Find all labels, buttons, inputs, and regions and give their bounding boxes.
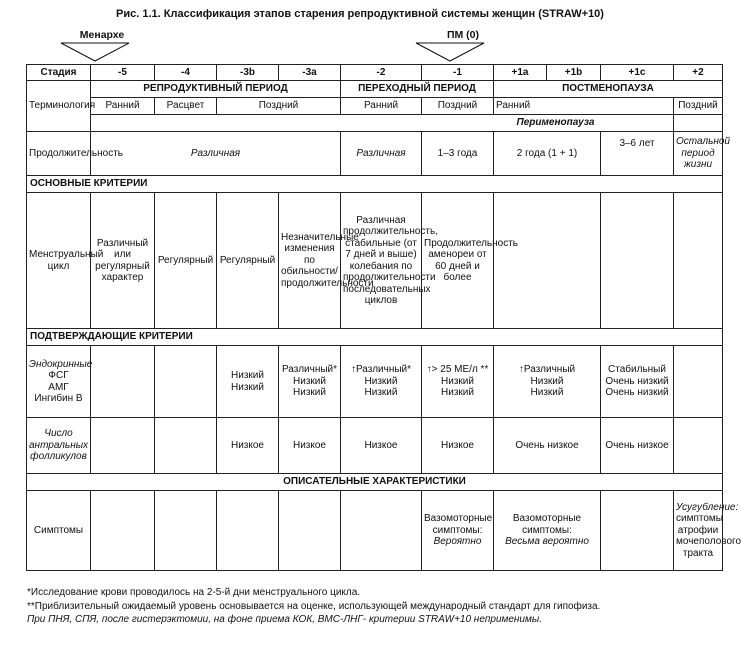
menarche-label: Менархе	[79, 29, 125, 41]
duration-late-transition: 1–3 года	[422, 132, 494, 176]
symptoms-1: Вазомоторные симптомы: Вероятно	[422, 491, 494, 571]
stage-cell: -1	[422, 65, 494, 81]
menstrual-3a: Незначительные изменения по обильности/ продолжительности	[279, 193, 341, 329]
section-main-criteria: ОСНОВНЫЕ КРИТЕРИИ	[27, 176, 723, 193]
phase-late: Поздний	[217, 98, 341, 115]
follicles-label: Число антральных фолликулов	[27, 418, 91, 474]
phase-early: Ранний	[494, 98, 547, 115]
duration-1c: 3–6 лет	[601, 132, 674, 176]
stage-cell: -2	[341, 65, 422, 81]
duration-early-postmenopause: 2 года (1 + 1)	[494, 132, 601, 176]
endocrine-1: ↑> 25 МЕ/л ** Низкий Низкий	[422, 346, 494, 418]
fmp-arrow-icon	[415, 42, 485, 62]
phase-late: Поздний	[422, 98, 494, 115]
endocrine-3b: Низкий Низкий	[217, 346, 279, 418]
menstrual-5: Различный или регулярный характер	[91, 193, 155, 329]
stage-cell: +1c	[601, 65, 674, 81]
stage-cell: -3b	[217, 65, 279, 81]
section-descriptive: ОПИСАТЕЛЬНЫЕ ХАРАКТЕРИСТИКИ	[27, 474, 723, 491]
duration-early-transition: Различная	[341, 132, 422, 176]
stage-cell: +1a	[494, 65, 547, 81]
phase-early: Ранний	[341, 98, 422, 115]
section-supporting-criteria: ПОДТВЕРЖДАЮЩИЕ КРИТЕРИИ	[27, 329, 723, 346]
stage-label: Стадия	[27, 65, 91, 81]
footnote-3: При ПНЯ, СПЯ, после гистерэктомии, на фоне приема КОК, ВМС-ЛНГ- критерии STRAW+10 неприменимы.	[27, 614, 542, 625]
footnote-2: **Приблизительный ожидаемый уровень основывается на оценке, использующей международный стандарт для гипофиза.	[27, 600, 601, 612]
stage-cell: -5	[91, 65, 155, 81]
phase-early: Ранний	[91, 98, 155, 115]
stage-cell: -3a	[279, 65, 341, 81]
terminology-label: Терминология	[27, 81, 91, 132]
fmp-label: ПМ (0)	[446, 29, 480, 41]
stage-cell: -4	[155, 65, 217, 81]
footnotes	[27, 586, 717, 627]
stage-cell: +2	[674, 65, 723, 81]
figure-title: Рис. 1.1. Классификация этапов старения репродуктивной системы женщин (STRAW+10)	[116, 8, 604, 20]
period-postmenopause: ПОСТМЕНОПАУЗА	[494, 81, 723, 98]
stage-cell: +1b	[547, 65, 601, 81]
menstrual-1: Продолжительность аменореи от 60 дней и более	[422, 193, 494, 329]
endocrine-2: ↑Различный* Низкий Низкий	[341, 346, 422, 418]
duration-reproductive: Различная	[91, 132, 341, 176]
menstrual-2: Различная продолжительность, стабильные (от 7 дней и выше) колебания по продолжительности последовательных циклов	[341, 193, 422, 329]
follicles-1c: Очень низкое	[601, 418, 674, 474]
endocrine-1c: Стабильный Очень низкий Очень низкий	[601, 346, 674, 418]
footnote-1: *Исследование крови проводилось на 2-5-й дни менструального цикла.	[27, 587, 361, 598]
endocrine-1ab: ↑Различный Низкий Низкий	[494, 346, 601, 418]
endocrine-label: Эндокринные ФСГ АМГ Ингибин В	[27, 346, 91, 418]
period-reproductive: РЕПРОДУКТИВНЫЙ ПЕРИОД	[91, 81, 341, 98]
straw-table	[26, 64, 741, 571]
follicles-2: Низкое	[341, 418, 422, 474]
follicles-1ab: Очень низкое	[494, 418, 601, 474]
period-transition: ПЕРЕХОДНЫЙ ПЕРИОД	[341, 81, 494, 98]
symptoms-2: Усугубление: симптомы атрофии мочеполового тракта	[674, 491, 723, 571]
phase-peak: Расцвет	[155, 98, 217, 115]
symptoms-label: Симптомы	[27, 491, 91, 571]
symptoms-1ab: Вазомоторные симптомы: Весьма вероятно	[494, 491, 601, 571]
perimenopause-label: Перименопауза	[341, 115, 601, 132]
duration-label: Продолжительность	[27, 132, 91, 176]
endocrine-3a: Различный* Низкий Низкий	[279, 346, 341, 418]
follicles-3a: Низкое	[279, 418, 341, 474]
menstrual-label: Менструальный цикл	[27, 193, 91, 329]
menstrual-3b: Регулярный	[217, 193, 279, 329]
menstrual-4: Регулярный	[155, 193, 217, 329]
duration-late-postmenopause: Остальной период жизни	[674, 132, 723, 176]
menarche-arrow-icon	[60, 42, 130, 62]
follicles-3b: Низкое	[217, 418, 279, 474]
stage-row	[27, 65, 723, 81]
follicles-1: Низкое	[422, 418, 494, 474]
phase-late: Поздний	[674, 98, 723, 115]
